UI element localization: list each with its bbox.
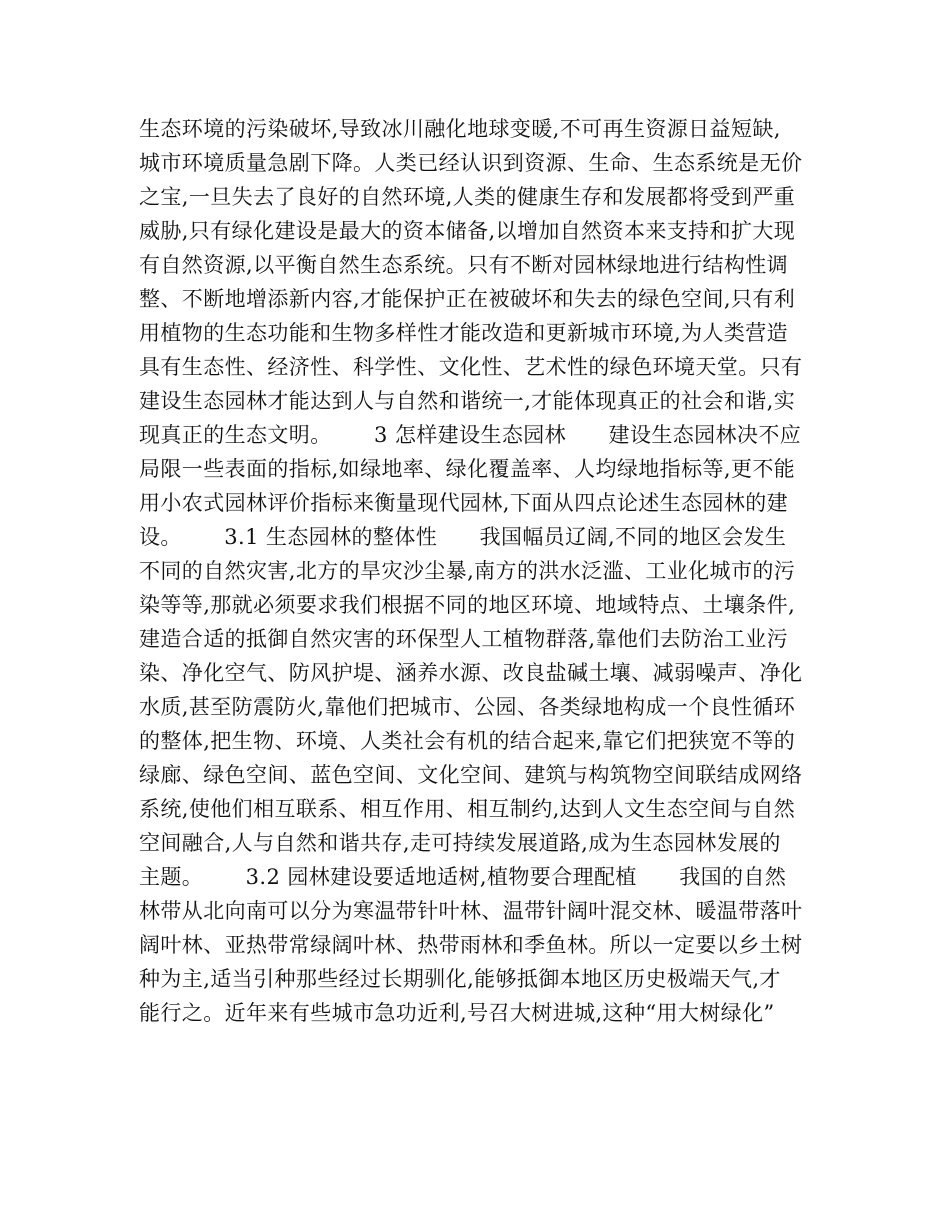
- text-line: 用小农式园林评价指标来衡量现代园林,下面从四点论述生态园林的建: [139, 491, 789, 515]
- text-line: 的整体,把生物、环境、人类社会有机的结合起来,靠它们把狭宽不等的: [139, 729, 796, 753]
- text-line: 主题。 3.2 园林建设要适地适树,植物要合理配植 我国的自然: [139, 865, 787, 889]
- text-line: 威胁,只有绿化建设是最大的资本储备,以增加自然资本来支持和扩大现: [139, 219, 796, 243]
- text-line: 设。 3.1 生态园林的整体性 我国幅员辽阔,不同的地区会发生: [139, 525, 787, 549]
- text-line: 系统,使他们相互联系、相互作用、相互制约,达到人文生态空间与自然: [139, 797, 796, 821]
- text-line: 染等等,那就必须要求我们根据不同的地区环境、地域特点、土壤条件,: [139, 593, 796, 617]
- text-line: 林带从北向南可以分为寒温带针叶林、温带针阔叶混交林、暖温带落叶: [139, 899, 803, 923]
- text-line: 建设生态园林才能达到人与自然和谐统一,才能体现真正的社会和谐,实: [139, 389, 796, 413]
- text-line: 建造合适的抵御自然灾害的环保型人工植物群落,靠他们去防治工业污: [139, 627, 789, 651]
- text-line: 之宝,一旦失去了良好的自然环境,人类的健康生存和发展都将受到严重: [139, 185, 796, 209]
- text-line: 城市环境质量急剧下降。人类已经认识到资源、生命、生态系统是无价: [139, 151, 803, 175]
- text-line: 水质,甚至防震防火,靠他们把城市、公园、各类绿地构成一个良性循环: [139, 695, 796, 719]
- text-line: 有自然资源,以平衡自然生态系统。只有不断对园林绿地进行结构性调: [139, 253, 789, 277]
- text-line: 整、不断地增添新内容,才能保护正在被破坏和失去的绿色空间,只有利: [139, 287, 796, 311]
- text-line: 用植物的生态功能和生物多样性才能改造和更新城市环境,为人类营造: [139, 321, 789, 345]
- text-line: 生态环境的污染破坏,导致冰川融化地球变暖,不可再生资源日益短缺,: [139, 117, 781, 141]
- body-text: [139, 112, 819, 1030]
- text-line: 能行之。近年来有些城市急功近利,号召大树进城,这种“用大树绿化”: [139, 1001, 775, 1025]
- text-line: 不同的自然灾害,北方的旱灾沙尘暴,南方的洪水泛滥、工业化城市的污: [139, 559, 796, 583]
- text-line: 染、净化空气、防风护堤、涵养水源、改良盐碱土壤、减弱噪声、净化: [139, 661, 803, 685]
- text-line: 绿廊、绿色空间、蓝色空间、文化空间、建筑与构筑物空间联结成网络: [139, 763, 803, 787]
- text-line: 局限一些表面的指标,如绿地率、绿化覆盖率、人均绿地指标等,更不能: [139, 457, 796, 481]
- text-line: 具有生态性、经济性、科学性、文化性、艺术性的绿色环境天堂。只有: [139, 355, 803, 379]
- text-line: 种为主,适当引种那些经过长期驯化,能够抵御本地区历史极端天气,才: [139, 967, 781, 991]
- text-line: 空间融合,人与自然和谐共存,走可持续发展道路,成为生态园林发展的: [139, 831, 781, 855]
- text-line: 现真正的生态文明。 3 怎样建设生态园林 建设生态园林决不应: [139, 423, 802, 447]
- text-line: 阔叶林、亚热带常绿阔叶林、热带雨林和季鱼林。所以一定要以乡土树: [139, 933, 803, 957]
